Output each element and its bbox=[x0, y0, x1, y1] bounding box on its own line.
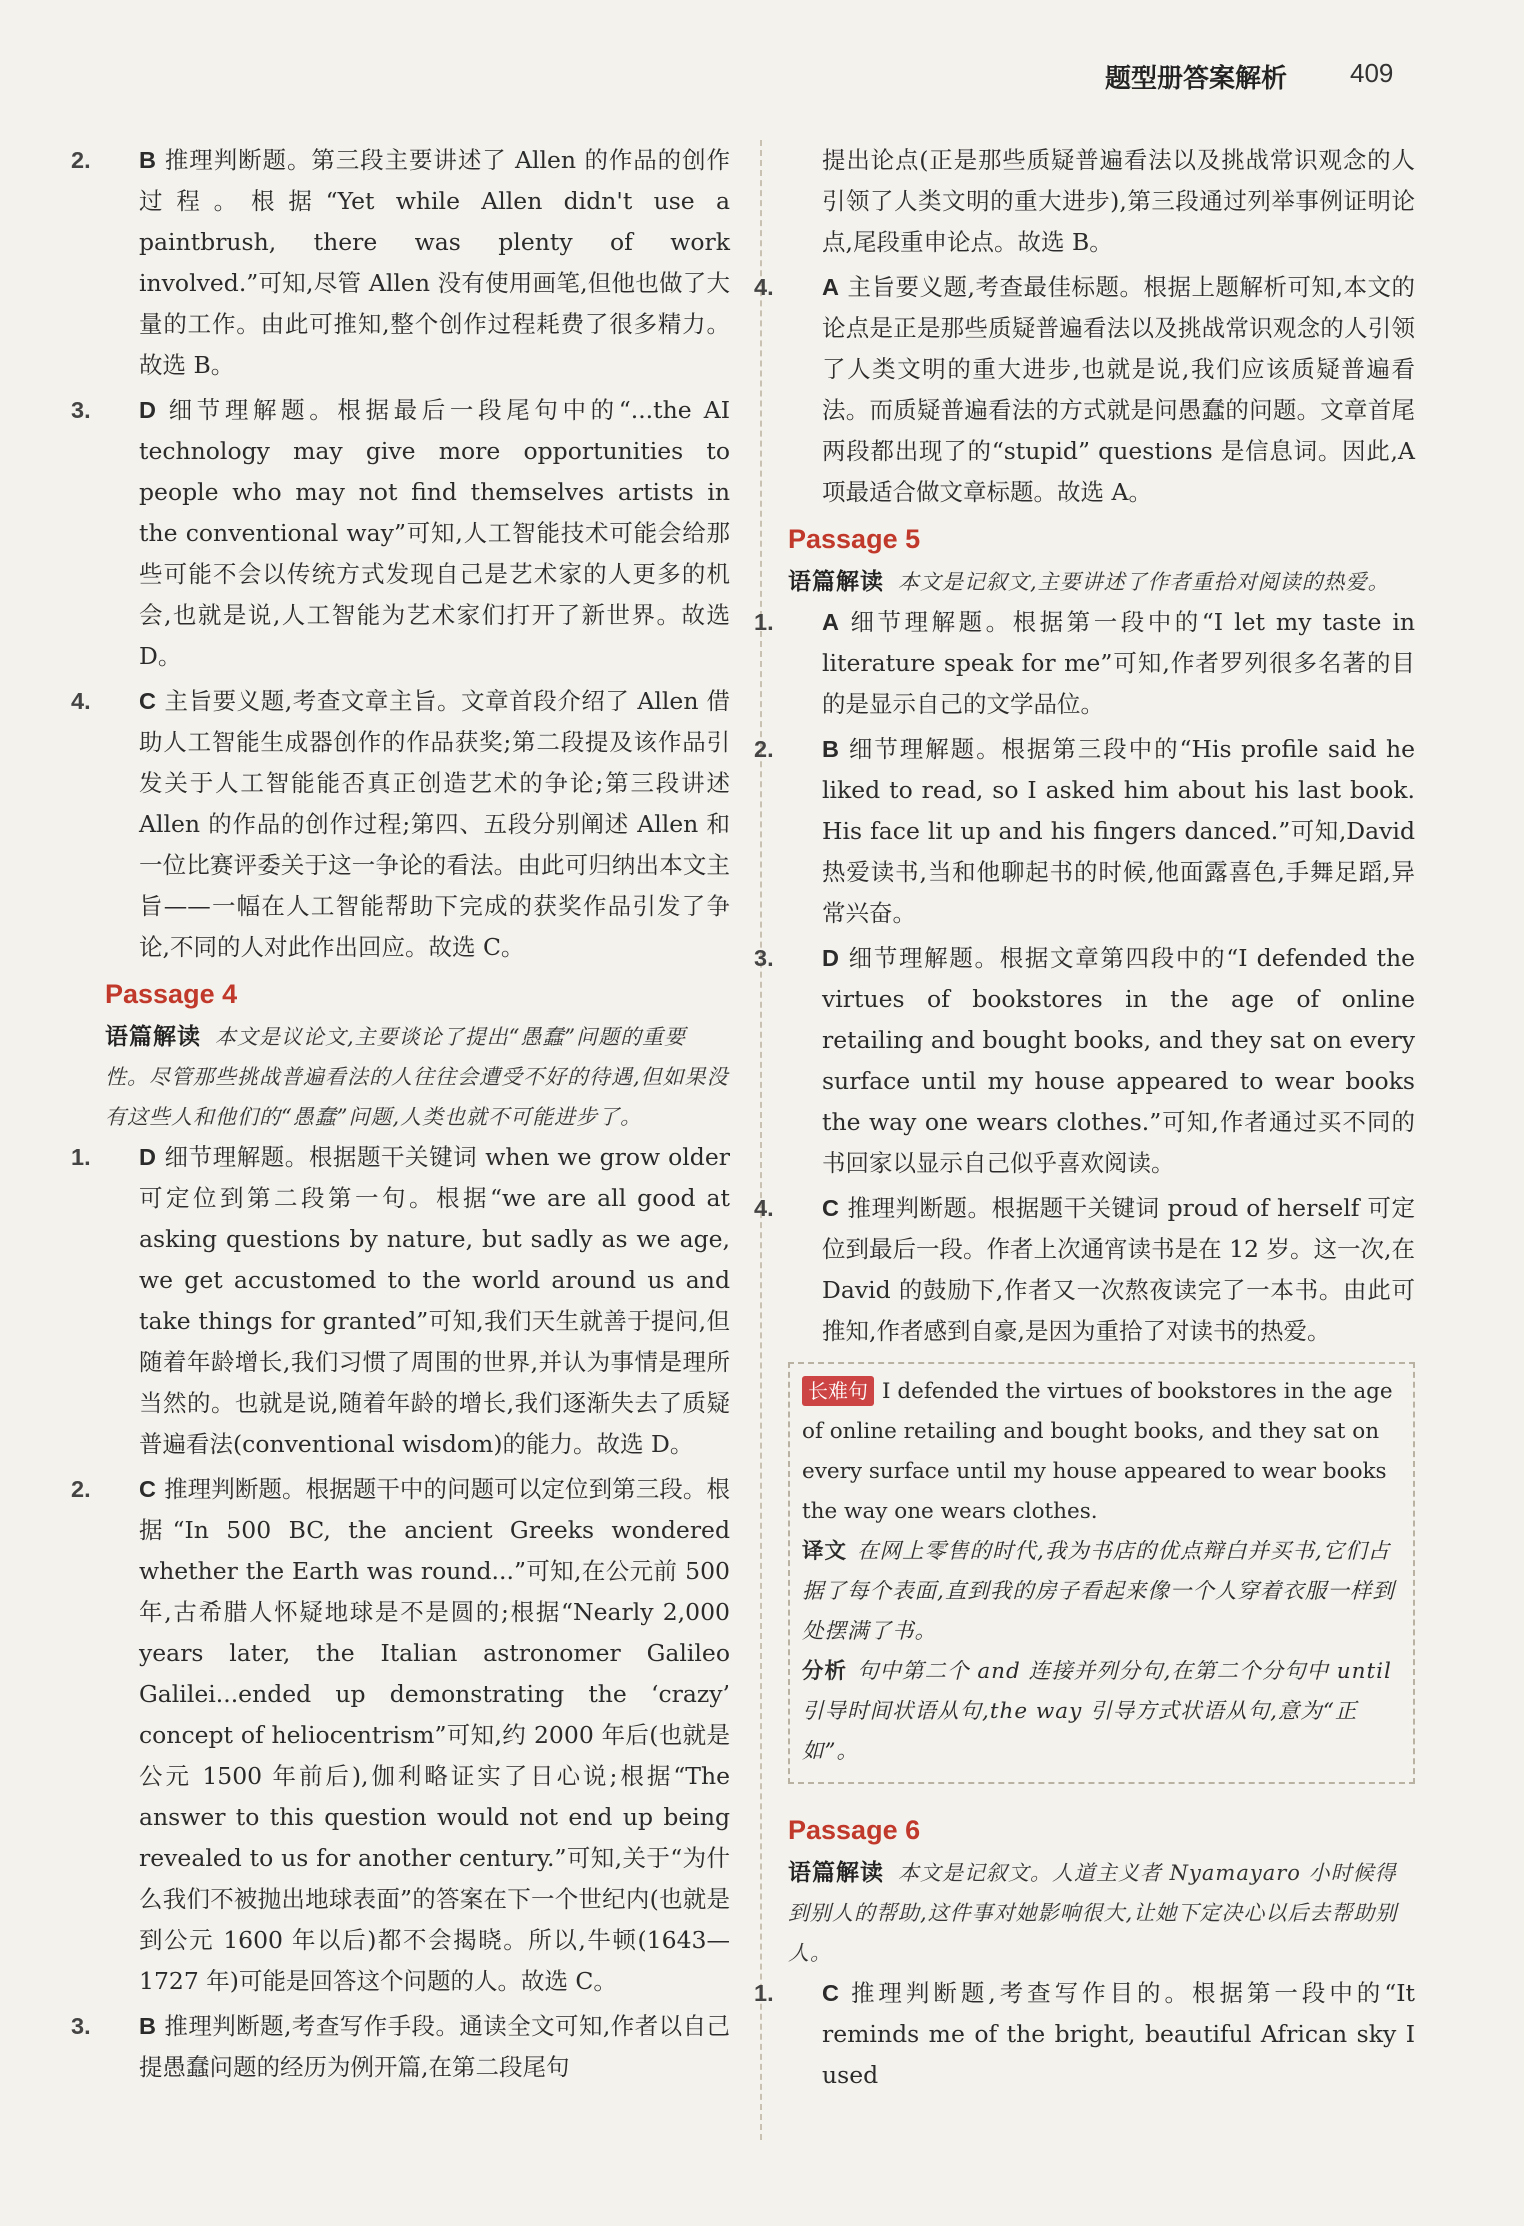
note-analysis: 分析 句中第二个 and 连接并列分句,在第二个分句中 until 引导时间状语从句,the way 引导方式状语从句,意为“正如”。 bbox=[802, 1659, 1392, 1764]
left-column bbox=[71, 140, 730, 2092]
answer-item: 3. B 推理判断题,考查写作手段。通读全文可知,作者以自己提愚蠢问题的经历为例开篇,在第二段尾句 bbox=[71, 2012, 730, 2081]
answer-item: 2. C 推理判断题。根据题干中的问题可以定位到第三段。根据“In 500 BC, the ancient Greeks wondered whether the Earth was round...”可知,在公元前 500 年,古希腊人怀疑地球是不是圆的;根据“Nearly 2,000 years later, the Italian astronomer Galileo Galilei...ended up demonstrating the ‘crazy’ concept of heliocentrism”可知,约 2000 年后(也就是公元 1500 年前后),伽利略证实了日心说;根据“The answer to this question would not end up being revealed to us for another century.”可知,关于“为什么我们不被抛出地球表面”的答案在下一个世纪内(也就是到公元 1600 年以后)都不会揭晓。所以,牛顿(1643—1727 年)可能是回答这个问题的人。故选 C。 bbox=[71, 1475, 730, 1995]
passage-heading: Passage 4 bbox=[105, 979, 238, 1009]
answer-item: 4. A 主旨要义题,考查最佳标题。根据上题解析可知,本文的论点是正是那些质疑普遍看法以及挑战常识观念的人引领了人类文明的重大进步,也就是说,我们应该质疑普遍看法。而质疑普遍看法的方式就是问愚蠢的问题。文章首尾两段都出现了的“stupid” questions 是信息词。因此,A 项最适合做文章标题。故选 A。 bbox=[754, 273, 1415, 506]
page-number: 409 bbox=[1350, 58, 1394, 88]
answer-item: 1. D 细节理解题。根据题干关键词 when we grow older 可定位到第二段第一句。根据“we are all good at asking questions by nature, but sadly as we age, we get accustomed to the world around us and take things for granted”可知,我们天生就善于提问,但随着年龄增长,我们习惯了周围的世界,并认为事情是理所当然的。也就是说,随着年龄的增长,我们逐渐失去了质疑普遍看法(conventional wisdom)的能力。故选 D。 bbox=[71, 1143, 730, 1458]
answer-item: 1. C 推理判断题,考查写作目的。根据第一段中的“It reminds me of the bright, beautiful African sky I used bbox=[754, 1979, 1415, 2089]
note-tag: 长难句 bbox=[802, 1376, 874, 1406]
answer-item: 4. C 主旨要义题,考查文章主旨。文章首段介绍了 Allen 借助人工智能生成器创作的作品获奖;第二段提及该作品引发关于人工智能能否真正创造艺术的争论;第三段讲述 Allen 的作品的创作过程;第四、五段分别阐述 Allen 和一位比赛评委关于这一争论的看法。由此可归纳出本文主旨——一幅在人工智能帮助下完成的获奖作品引发了争论,不同的人对此作出回应。故选 C。 bbox=[71, 687, 730, 961]
note-translation: 译文 在网上零售的时代,我为书店的优点辩白并买书,它们占据了每个表面,直到我的房子看起来像一个人穿着衣服一样到处摆满了书。 bbox=[802, 1539, 1395, 1644]
passage-intro: 语篇解读 本文是记叙文,主要讲述了作者重拾对阅读的热爱。 bbox=[788, 569, 1390, 595]
section-title: 题型册答案解析 bbox=[1105, 64, 1288, 94]
answer-item: 4. C 推理判断题。根据题干关键词 proud of herself 可定位到最后一段。作者上次通宵读书是在 12 岁。这一次,在 David 的鼓励下,作者又一次熬夜读完了一本书。由此可推知,作者感到自豪,是因为重拾了对读书的热爱。 bbox=[754, 1194, 1415, 1345]
right-column bbox=[754, 140, 1415, 2100]
page-header bbox=[0, 58, 1524, 98]
passage-intro: 语篇解读 本文是记叙文。人道主义者 Nyamayaro 小时候得到别人的帮助,这件事对她影响很大,让她下定决心以后去帮助别人。 bbox=[788, 1860, 1398, 1965]
passage-heading: Passage 6 bbox=[788, 1815, 921, 1845]
answer-item: 3. D 细节理解题。根据最后一段尾句中的“...the AI technology may give more opportunities to people who may not find themselves artists in the conventional way”可知,人工智能技术可能会给那些可能不会以传统方式发现自己是艺术家的人更多的机会,也就是说,人工智能为艺术家们打开了新世界。故选 D。 bbox=[71, 396, 730, 670]
long-sentence-note bbox=[788, 1362, 1415, 1784]
answer-item: 2. B 推理判断题。第三段主要讲述了 Allen 的作品的创作过程。根据“Yet while Allen didn't use a paintbrush, there was plenty of work involved.”可知,尽管 Allen 没有使用画笔,但他也做了大量的工作。由此可推知,整个创作过程耗费了很多精力。故选 B。 bbox=[71, 146, 730, 379]
note-sentence: I defended the virtues of bookstores in the age of online retailing and bought books, and they sat on every surface until my house appeared to wear books the way one wears clothes. bbox=[802, 1379, 1393, 1524]
passage-intro: 语篇解读 本文是议论文,主要谈论了提出“愚蠢”问题的重要性。尽管那些挑战普遍看法的人往往会遭受不好的待遇,但如果没有这些人和他们的“愚蠢”问题,人类也就不可能进步了。 bbox=[105, 1024, 729, 1129]
answer-item: 2. B 细节理解题。根据第三段中的“His profile said he liked to read, so I asked him about his last book. His face lit up and his fingers danced.”可知,David 热爱读书,当和他聊起书的时候,他面露喜色,手舞足蹈,异常兴奋。 bbox=[754, 735, 1415, 927]
column-divider bbox=[760, 140, 762, 2140]
passage-heading: Passage 5 bbox=[788, 524, 921, 554]
answer-item: 1. A 细节理解题。根据第一段中的“I let my taste in literature speak for me”可知,作者罗列很多名著的目的是显示自己的文学品位。 bbox=[754, 608, 1415, 718]
answer-item: 3. D 细节理解题。根据文章第四段中的“I defended the virtues of bookstores in the age of online retailing and bought books, and they sat on every surface until my house appeared to wear books the way one wears clothes.”可知,作者通过买不同的书回家以显示自己似乎喜欢阅读。 bbox=[754, 944, 1415, 1177]
answer-continuation: 提出论点(正是那些质疑普遍看法以及挑战常识观念的人引领了人类文明的重大进步),第三段通过列举事例证明论点,尾段重申论点。故选 B。 bbox=[822, 146, 1415, 256]
